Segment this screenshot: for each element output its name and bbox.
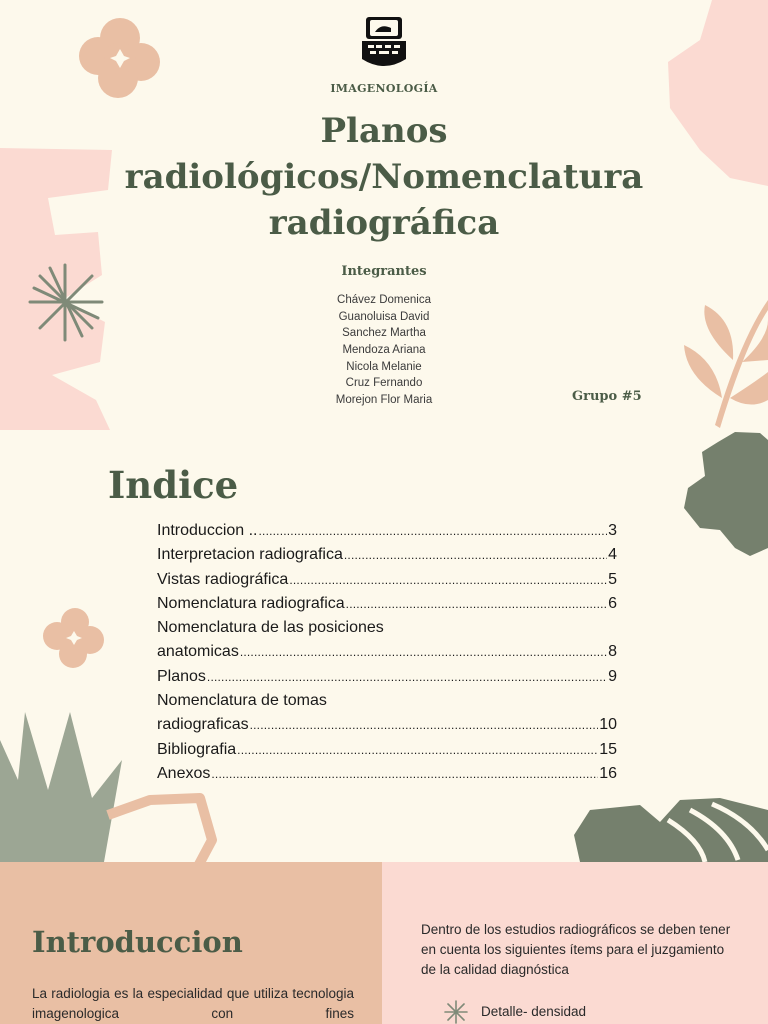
toc-page: 3: [608, 522, 617, 539]
toc-page: 15: [599, 740, 617, 758]
toc-leader: [344, 543, 607, 567]
toc-leader: [207, 665, 607, 689]
toc-label: Bibliografia: [157, 740, 237, 758]
toc-label: anatomicas: [157, 643, 239, 661]
member-name: Morejon Flor Maria: [335, 394, 433, 407]
toc-leader: [346, 592, 607, 616]
toc-label: Planos: [157, 667, 206, 685]
member-name: Mendoza Ariana: [342, 344, 426, 357]
toc-label: Interpretacion radiografica: [157, 546, 343, 564]
index-title: Indice: [108, 463, 239, 507]
toc-leader: [237, 738, 598, 762]
toc-label: Nomenclatura radiografica: [157, 594, 345, 612]
toc-entry[interactable]: [157, 592, 617, 616]
toc-label: Introduccion ..: [157, 522, 258, 539]
group-label: Grupo #5: [572, 389, 642, 404]
toc-leader: [259, 519, 608, 543]
green-blob-right: [684, 432, 768, 556]
toc-page: 5: [608, 570, 617, 588]
members-heading: Integrantes: [341, 264, 427, 279]
sage-plant-bottom-left: [0, 712, 122, 862]
peach-outline-shape: [108, 798, 212, 870]
toc-entry[interactable]: [157, 665, 617, 689]
toc-leader: [240, 640, 607, 664]
toc-entry[interactable]: [157, 568, 617, 592]
toc-page: 8: [608, 643, 617, 661]
intro-title: Introduccion: [32, 925, 243, 959]
member-name: Sanchez Martha: [342, 327, 426, 340]
toc-page: 9: [608, 667, 617, 685]
page-title: Planos radiológicos/Nomenclatura radiográfica: [124, 111, 644, 243]
toc-entry[interactable]: [157, 640, 617, 664]
toc-label: Vistas radiográfica: [157, 570, 289, 588]
table-of-contents: [157, 519, 617, 786]
toc-leader: [211, 762, 598, 786]
department-label: IMAGENOLOGÍA: [330, 82, 438, 95]
green-shape-bottom-right: [574, 798, 768, 862]
toc-label: Anexos: [157, 764, 211, 782]
toc-entry[interactable]: [157, 543, 617, 567]
members-list: [0, 292, 768, 409]
toc-label: radiograficas: [157, 716, 249, 734]
school-logo-icon: [361, 15, 407, 71]
member-name: Nicola Melanie: [346, 360, 422, 373]
toc-entry[interactable]: [157, 713, 617, 737]
toc-label-line1: Nomenclatura de las posiciones: [157, 619, 384, 637]
toc-page: 6: [608, 594, 617, 612]
toc-entry[interactable]: [157, 519, 617, 543]
member-name: Chávez Domenica: [337, 294, 431, 306]
toc-leader: [250, 713, 599, 737]
member-name: Guanoluisa David: [338, 310, 430, 323]
toc-label-line1: Nomenclatura de tomas: [157, 692, 327, 710]
toc-leader: [289, 568, 607, 592]
toc-page: 16: [599, 764, 617, 782]
member-name: Cruz Fernando: [345, 377, 423, 390]
toc-entry[interactable]: [157, 762, 617, 786]
toc-page: 10: [599, 716, 617, 734]
intro-paragraph: La radiologia es la especialidad que utiliza tecnologia imagenologica con fines: [32, 986, 354, 1021]
starburst-bullet-icon: [444, 1000, 468, 1024]
bullet-item: Detalle- densidad: [481, 1004, 587, 1019]
quality-paragraph: Dentro de los estudios radiográficos se deben tener en cuenta los siguientes ítems para el juzgamiento de la calidad diagnóstica: [421, 922, 731, 977]
toc-entry[interactable]: [157, 738, 617, 762]
toc-page: 4: [608, 546, 617, 564]
